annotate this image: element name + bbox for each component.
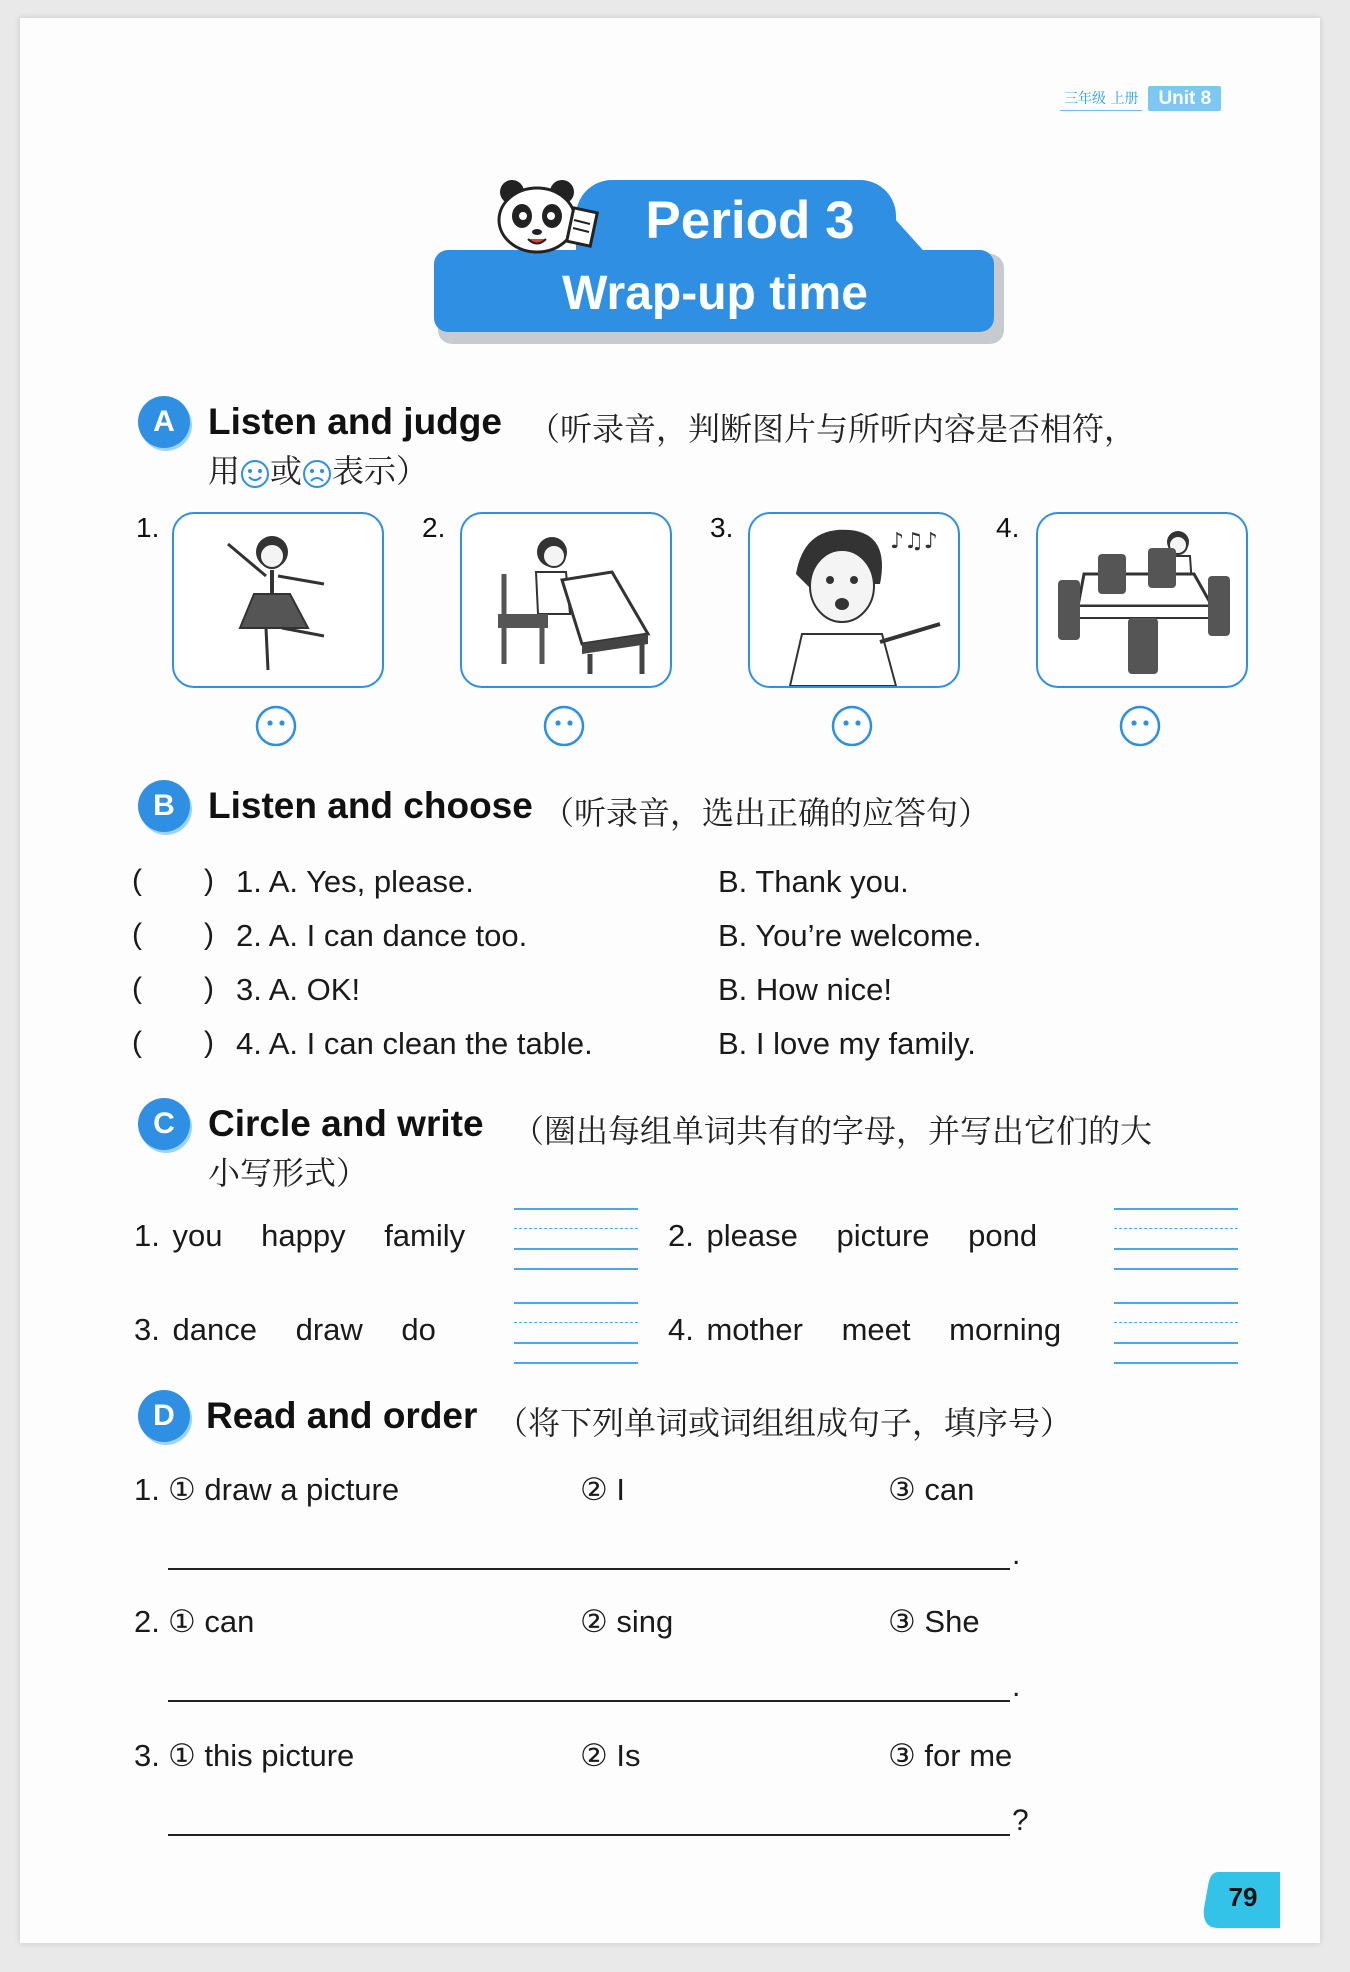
option-b: B. You’re welcome. xyxy=(718,918,982,953)
picture-number: 1. xyxy=(136,512,160,543)
answer-paren-open[interactable]: ( xyxy=(132,972,142,1005)
option-b: B. I love my family. xyxy=(718,1026,976,1061)
unit-tag xyxy=(1060,86,1221,111)
option-b: B. Thank you. xyxy=(718,864,909,899)
boy-drawing-icon xyxy=(462,514,670,686)
word[interactable]: dance xyxy=(172,1312,257,1347)
section-a-title: Listen and judge xyxy=(208,401,502,442)
smiley-answer-3-icon[interactable] xyxy=(830,704,874,748)
word[interactable]: draw xyxy=(295,1312,363,1347)
order-part-2: ② I xyxy=(580,1472,626,1507)
word-group-2: 2. please picture pond xyxy=(668,1218,1038,1253)
smiley-happy-icon xyxy=(240,459,270,489)
writing-lines-4[interactable] xyxy=(1114,1302,1238,1364)
word[interactable]: pond xyxy=(968,1218,1038,1253)
section-a-badge: A xyxy=(138,396,190,448)
section-c-note: （圈出每组单词共有的字母，并写出它们的大 xyxy=(512,1112,1153,1150)
sentence-end: . xyxy=(1012,1670,1021,1703)
answer-paren-open[interactable]: ( xyxy=(132,1026,142,1059)
word[interactable]: family xyxy=(384,1218,466,1253)
order-part-2: ② sing xyxy=(580,1604,674,1639)
word[interactable]: do xyxy=(401,1312,436,1347)
section-b-note: （听录音，选出正确的应答句） xyxy=(542,794,991,832)
word[interactable]: you xyxy=(172,1218,223,1253)
picture-boy-drawing xyxy=(460,512,672,688)
page-number: 79 xyxy=(1228,1882,1258,1912)
answer-line-3[interactable] xyxy=(168,1834,1010,1836)
smiley-answer-1-icon[interactable] xyxy=(254,704,298,748)
answer-paren-close: ) xyxy=(204,864,214,897)
workbook-page xyxy=(20,18,1320,1943)
unit-label: Unit 8 xyxy=(1148,86,1221,111)
section-c-badge: C xyxy=(138,1098,190,1150)
smiley-sad-icon xyxy=(302,459,332,489)
lesson-title: Wrap-up time xyxy=(562,267,868,320)
period-title: Period 3 xyxy=(645,191,855,250)
word[interactable]: meet xyxy=(841,1312,911,1347)
order-part-3: ③ for me xyxy=(888,1738,1013,1773)
answer-paren-open[interactable]: ( xyxy=(132,918,142,951)
answer-paren-close: ) xyxy=(204,972,214,1005)
section-d-badge: D xyxy=(138,1390,190,1442)
section-a-note-line2: 用 或 表示） xyxy=(208,452,429,490)
picture-number: 2. xyxy=(422,512,446,543)
order-part-1: ① draw a picture xyxy=(168,1472,400,1507)
girl-dancing-icon xyxy=(174,514,382,686)
word-group-4: 4. mother meet morning xyxy=(668,1312,1062,1347)
picture-boy-cleaning xyxy=(1036,512,1248,688)
picture-number: 3. xyxy=(710,512,734,543)
picture-number: 4. xyxy=(996,512,1020,543)
writing-lines-1[interactable] xyxy=(514,1208,638,1270)
order-part-1: ① this picture xyxy=(168,1738,355,1773)
answer-paren-close: ) xyxy=(204,918,214,951)
word[interactable]: please xyxy=(706,1218,798,1253)
answer-line-2[interactable] xyxy=(168,1700,1010,1702)
option-a: 4. A. I can clean the table. xyxy=(236,1026,593,1061)
order-item-number: 1. xyxy=(134,1472,160,1507)
writing-lines-2[interactable] xyxy=(1114,1208,1238,1270)
order-part-2: ② Is xyxy=(580,1738,641,1773)
boy-cleaning-icon xyxy=(1038,514,1246,686)
sentence-end: . xyxy=(1012,1538,1021,1571)
picture-girl-singing xyxy=(748,512,960,688)
option-a: 2. A. I can dance too. xyxy=(236,918,528,953)
smiley-answer-4-icon[interactable] xyxy=(1118,704,1162,748)
section-a-note: （听录音，判断图片与所听内容是否相符， xyxy=(528,410,1137,448)
order-part-3: ③ can xyxy=(888,1472,975,1507)
word-group-3: 3. dance draw do xyxy=(134,1312,436,1347)
word[interactable]: picture xyxy=(836,1218,930,1253)
grade-label: 三年级 上册 xyxy=(1060,88,1142,111)
picture-girl-dancing xyxy=(172,512,384,688)
word[interactable]: mother xyxy=(706,1312,803,1347)
word[interactable]: happy xyxy=(261,1218,346,1253)
writing-lines-3[interactable] xyxy=(514,1302,638,1364)
option-a: 1. A. Yes, please. xyxy=(236,864,474,899)
order-part-1: ① can xyxy=(168,1604,255,1639)
section-c-title: Circle and write xyxy=(208,1103,484,1144)
option-b: B. How nice! xyxy=(718,972,893,1007)
section-d-note: （将下列单词或词组组成句子，填序号） xyxy=(496,1404,1073,1442)
order-item-number: 2. xyxy=(134,1604,160,1639)
section-c-note-line2: 小写形式） xyxy=(208,1154,369,1192)
section-b-badge: B xyxy=(138,780,190,832)
order-item-number: 3. xyxy=(134,1738,160,1773)
word-group-1: 1. you happy family xyxy=(134,1218,466,1253)
panda-mascot-icon xyxy=(490,176,610,266)
answer-paren-open[interactable]: ( xyxy=(132,864,142,897)
option-a: 3. A. OK! xyxy=(236,972,361,1007)
section-b-title: Listen and choose xyxy=(208,785,533,826)
smiley-answer-2-icon[interactable] xyxy=(542,704,586,748)
order-part-3: ③ She xyxy=(888,1604,980,1639)
girl-singing-icon xyxy=(750,514,958,686)
word[interactable]: morning xyxy=(949,1312,1062,1347)
section-d-title: Read and order xyxy=(206,1395,478,1436)
svg-text:♪♫♪: ♪♫♪ xyxy=(890,529,938,554)
answer-line-1[interactable] xyxy=(168,1568,1010,1570)
answer-paren-close: ) xyxy=(204,1026,214,1059)
sentence-end: ? xyxy=(1012,1804,1029,1837)
